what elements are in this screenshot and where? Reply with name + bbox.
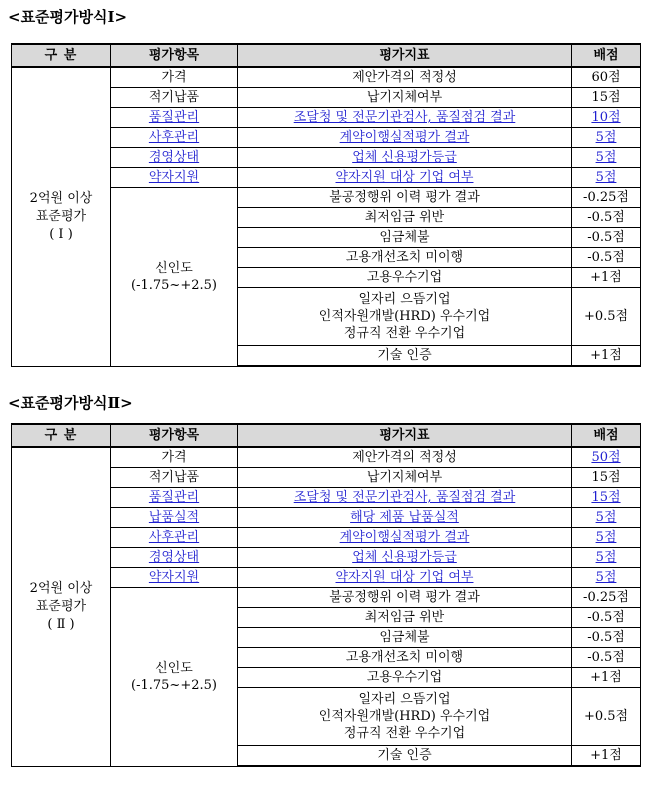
trust-range: (-1.75~+2.5) (131, 677, 217, 693)
category-line: ( Ⅱ ) (47, 616, 75, 632)
indicator-cell: 납기지체여부 (238, 88, 572, 108)
indicator-cell: 임금체불 (238, 628, 572, 648)
score-cell: 5점 (572, 568, 641, 588)
score-cell: -0.5점 (572, 208, 641, 228)
indicator-cell: 계약이행실적평가 결과 (238, 128, 572, 148)
trust-label-cell (111, 588, 238, 767)
indicator-cell: 고용개선조치 미이행 (238, 648, 572, 668)
score-cell: 5점 (572, 548, 641, 568)
indicator-line: 인적자원개발(HRD) 우수기업 (318, 309, 491, 324)
score-cell: 5점 (572, 128, 641, 148)
indicator-cell: 조달청 및 전문기관검사, 품질점검 결과 (238, 108, 572, 128)
indicator-cell: 조달청 및 전문기관검사, 품질점검 결과 (238, 488, 572, 508)
item-cell: 약자지원 (111, 568, 238, 588)
score-cell: -0.5점 (572, 648, 641, 668)
indicator-cell: 고용우수기업 (238, 268, 572, 288)
score-cell: +1점 (572, 268, 641, 288)
indicator-cell: 제안가격의 적정성 (238, 67, 572, 88)
score-cell: -0.5점 (572, 628, 641, 648)
category-line: 2억원 이상 (29, 580, 93, 596)
score-cell: -0.5점 (572, 228, 641, 248)
table-row (12, 67, 641, 88)
category-cell (12, 67, 111, 366)
score-cell: +1점 (572, 746, 641, 767)
score-cell: 5점 (572, 168, 641, 188)
indicator-cell: 해당 제품 납품실적 (238, 508, 572, 528)
evaluation-table-2 (11, 423, 641, 767)
indicator-cell: 업체 신용평가등급 (238, 548, 572, 568)
indicator-line: 인적자원개발(HRD) 우수기업 (318, 709, 491, 724)
score-cell: 50점 (572, 447, 641, 468)
score-cell: -0.25점 (572, 588, 641, 608)
header-score: 배점 (572, 44, 641, 67)
indicator-cell: 업체 신용평가등급 (238, 148, 572, 168)
indicator-cell: 기술 인증 (238, 746, 572, 767)
indicator-line: 일자리 으뜸기업 (358, 692, 451, 707)
header-item: 평가항목 (111, 44, 238, 67)
header-score: 배점 (572, 424, 641, 447)
item-cell: 가격 (111, 447, 238, 468)
indicator-cell: 최저임금 위반 (238, 608, 572, 628)
indicator-cell: 임금체불 (238, 228, 572, 248)
header-indicator: 평가지표 (238, 44, 572, 67)
score-cell: 60점 (572, 67, 641, 88)
indicator-cell: 약자지원 대상 기업 여부 (238, 568, 572, 588)
category-line: ( Ⅰ ) (49, 226, 73, 242)
trust-range: (-1.75~+2.5) (131, 277, 217, 293)
indicator-cell: 기술 인증 (238, 346, 572, 367)
item-cell: 약자지원 (111, 168, 238, 188)
indicator-cell: 고용개선조치 미이행 (238, 248, 572, 268)
item-cell: 품질관리 (111, 108, 238, 128)
trust-label: 신인도 (155, 260, 193, 276)
section2-title: <표준평가방식Ⅱ> (8, 394, 133, 412)
score-cell: 10점 (572, 108, 641, 128)
score-cell: +0.5점 (572, 688, 641, 746)
score-cell: +0.5점 (572, 288, 641, 346)
trust-label-cell (111, 188, 238, 367)
indicator-cell: 약자지원 대상 기업 여부 (238, 168, 572, 188)
trust-label: 신인도 (155, 660, 193, 676)
indicator-cell: 납기지체여부 (238, 468, 572, 488)
indicator-cell: 고용우수기업 (238, 668, 572, 688)
category-line: 2억원 이상 (29, 190, 93, 206)
score-cell: 15점 (572, 468, 641, 488)
category-line: 표준평가 (35, 208, 87, 224)
item-cell: 사후관리 (111, 528, 238, 548)
score-cell: 15점 (572, 88, 641, 108)
header-indicator: 평가지표 (238, 424, 572, 447)
indicator-cell: 불공정행위 이력 평가 결과 (238, 588, 572, 608)
category-line: 표준평가 (35, 598, 87, 614)
item-cell: 적기납품 (111, 468, 238, 488)
item-cell: 사후관리 (111, 128, 238, 148)
indicator-line: 일자리 으뜸기업 (358, 292, 451, 307)
category-cell (12, 447, 111, 766)
item-cell: 품질관리 (111, 488, 238, 508)
indicator-cell: 계약이행실적평가 결과 (238, 528, 572, 548)
score-cell: -0.5점 (572, 248, 641, 268)
indicator-cell: 제안가격의 적정성 (238, 447, 572, 468)
item-cell: 적기납품 (111, 88, 238, 108)
indicator-cell: 불공정행위 이력 평가 결과 (238, 188, 572, 208)
indicator-line: 정규직 전환 우수기업 (343, 326, 466, 341)
indicator-cell: 최저임금 위반 (238, 208, 572, 228)
score-cell: 5점 (572, 148, 641, 168)
item-cell: 가격 (111, 67, 238, 88)
score-cell: -0.5점 (572, 608, 641, 628)
evaluation-table-1 (11, 43, 641, 367)
item-cell: 경영상태 (111, 148, 238, 168)
score-cell: 5점 (572, 528, 641, 548)
indicator-line: 정규직 전환 우수기업 (343, 726, 466, 741)
indicator-cell-multi (238, 288, 572, 346)
item-cell: 납품실적 (111, 508, 238, 528)
header-category: 구 분 (12, 44, 111, 67)
indicator-cell-multi (238, 688, 572, 746)
header-category: 구 분 (12, 424, 111, 447)
section1-title: <표준평가방식Ⅰ> (8, 8, 128, 26)
item-cell: 경영상태 (111, 548, 238, 568)
header-item: 평가항목 (111, 424, 238, 447)
score-cell: -0.25점 (572, 188, 641, 208)
table-row (12, 447, 641, 468)
score-cell: +1점 (572, 668, 641, 688)
score-cell: 5점 (572, 508, 641, 528)
score-cell: +1점 (572, 346, 641, 367)
score-cell: 15점 (572, 488, 641, 508)
